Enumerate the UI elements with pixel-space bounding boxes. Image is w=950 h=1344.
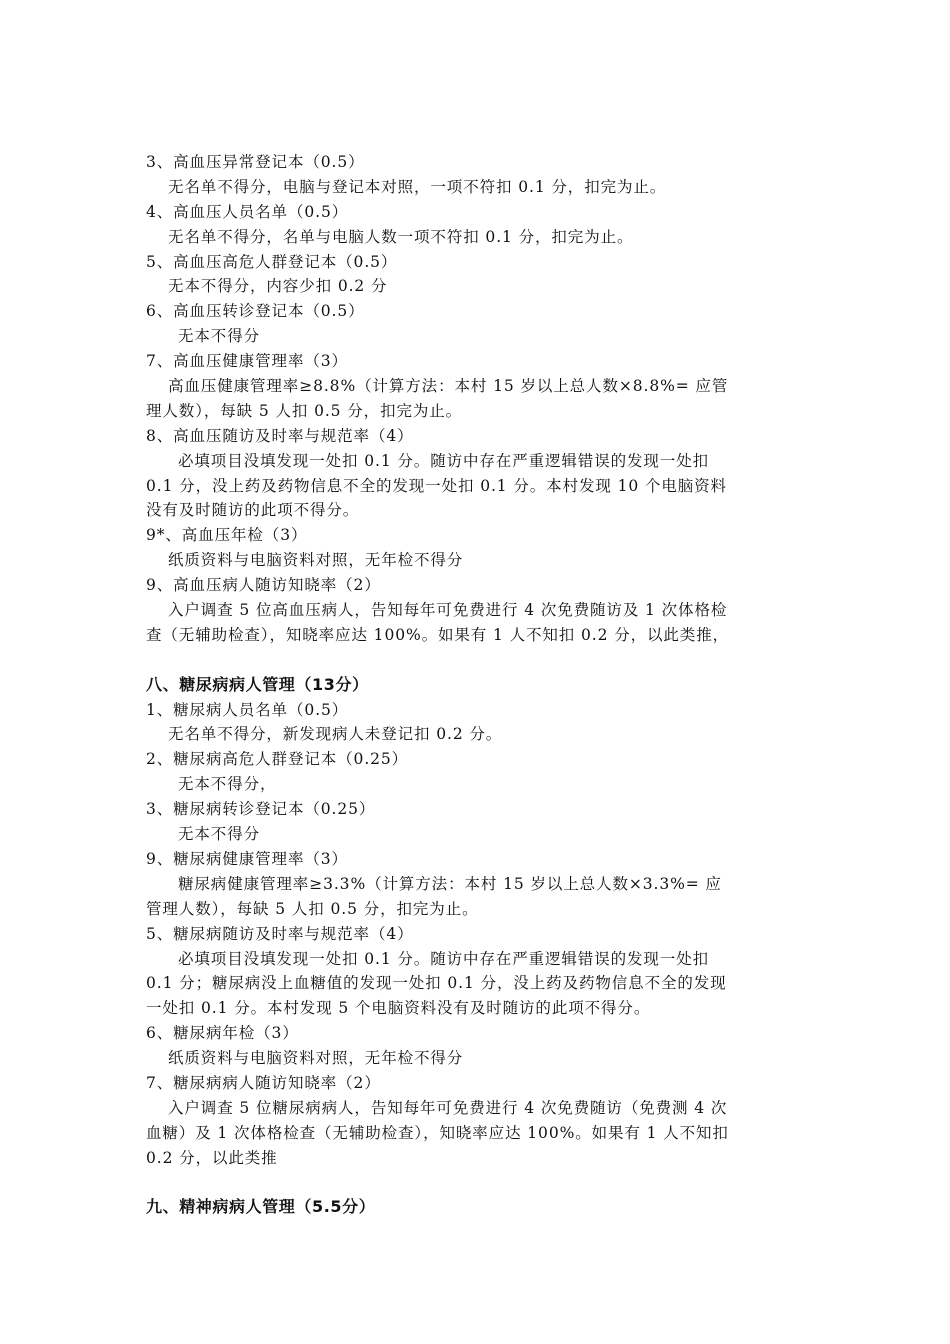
text-line-26: 无本不得分， (178, 775, 277, 794)
text-line-23: 1、糖尿病人员名单（0.5） (146, 700, 349, 719)
text-line-12: 8、高血压随访及时率与规范率（4） (146, 426, 414, 445)
text-line-14: 0.1 分，没上药及药物信息不全的发现一处扣 0.1 分。本村发现 10 个电脑资料 (146, 476, 727, 495)
text-line-19: 入户调查 5 位高血压病人，告知每年可免费进行 4 次免费随访及 1 次体格检 (168, 601, 728, 620)
text-line-30: 糖尿病健康管理率≥3.3%（计算方法：本村 15 岁以上总人数×3.3%= 应 (178, 874, 722, 893)
text-line-36: 6、糖尿病年检（3） (146, 1024, 299, 1043)
text-line-3: 4、高血压人员名单（0.5） (146, 202, 349, 221)
text-line-7: 6、高血压转诊登记本（0.5） (146, 302, 365, 321)
section-gap (146, 648, 806, 673)
text-line-32: 5、糖尿病随访及时率与规范率（4） (146, 924, 414, 943)
text-line-11: 理人数），每缺 5 人扣 0.5 分，扣完为止。 (146, 401, 463, 420)
text-line-17: 纸质资料与电脑资料对照，无年检不得分 (168, 551, 464, 570)
text-line-4: 无名单不得分，名单与电脑人数一项不符扣 0.1 分，扣完为止。 (168, 227, 634, 246)
text-line-1: 3、高血压异常登记本（0.5） (146, 153, 365, 171)
text-line-34: 0.1 分；糖尿病没上血糖值的发现一处扣 0.1 分，没上药及药物信息不全的发现 (146, 974, 727, 993)
text-line-29: 9、糖尿病健康管理率（3） (146, 849, 348, 868)
text-line-13: 必填项目没填发现一处扣 0.1 分。随访中存在严重逻辑错误的发现一处扣 (178, 451, 710, 470)
text-line-10: 高血压健康管理率≥8.8%（计算方法：本村 15 岁以上总人数×8.8%= 应管 (168, 377, 729, 396)
text-line-24: 无名单不得分，新发现病人未登记扣 0.2 分。 (168, 725, 503, 744)
text-line-9: 7、高血压健康管理率（3） (146, 352, 348, 371)
text-line-5: 5、高血压高危人群登记本（0.5） (146, 252, 398, 271)
text-line-18: 9、高血压病人随访知晓率（2） (146, 576, 381, 595)
text-line-15: 没有及时随访的此项不得分。 (146, 501, 360, 520)
text-line-37: 纸质资料与电脑资料对照，无年检不得分 (168, 1049, 464, 1068)
section-heading-psychiatric: 九、精神病病人管理（5.5分） (146, 1197, 376, 1217)
text-line-35: 一处扣 0.1 分。本村发现 5 个电脑资料没有及时随访的此项不得分。 (146, 999, 651, 1018)
text-line-8: 无本不得分 (178, 327, 261, 346)
text-line-2: 无名单不得分，电脑与登记本对照，一项不符扣 0.1 分，扣完为止。 (168, 177, 667, 196)
text-line-6: 无本不得分，内容少扣 0.2 分 (168, 277, 388, 296)
text-line-27: 3、糖尿病转诊登记本（0.25） (146, 800, 376, 819)
document-page (146, 150, 806, 1220)
text-line-39: 入户调查 5 位糖尿病病人，告知每年可免费进行 4 次免费随访（免费测 4 次 (168, 1098, 728, 1117)
section-heading-diabetes: 八、糖尿病病人管理（13分） (146, 674, 369, 694)
text-line-28: 无本不得分 (178, 825, 261, 844)
text-line-33: 必填项目没填发现一处扣 0.1 分。随访中存在严重逻辑错误的发现一处扣 (178, 949, 710, 968)
section-gap (146, 1171, 806, 1196)
text-line-38: 7、糖尿病病人随访知晓率（2） (146, 1073, 381, 1092)
text-line-20: 查（无辅助检查），知晓率应达 100%。如果有 1 人不知扣 0.2 分，以此类推， (146, 625, 730, 644)
text-line-16: 9*、高血压年检（3） (146, 526, 308, 545)
text-line-25: 2、糖尿病高危人群登记本（0.25） (146, 750, 409, 769)
text-line-41: 0.2 分，以此类推 (146, 1148, 278, 1167)
text-line-31: 管理人数），每缺 5 人扣 0.5 分，扣完为止。 (146, 899, 479, 918)
text-line-40: 血糖）及 1 次体格检查（无辅助检查），知晓率应达 100%。如果有 1 人不知扣 (146, 1123, 729, 1142)
